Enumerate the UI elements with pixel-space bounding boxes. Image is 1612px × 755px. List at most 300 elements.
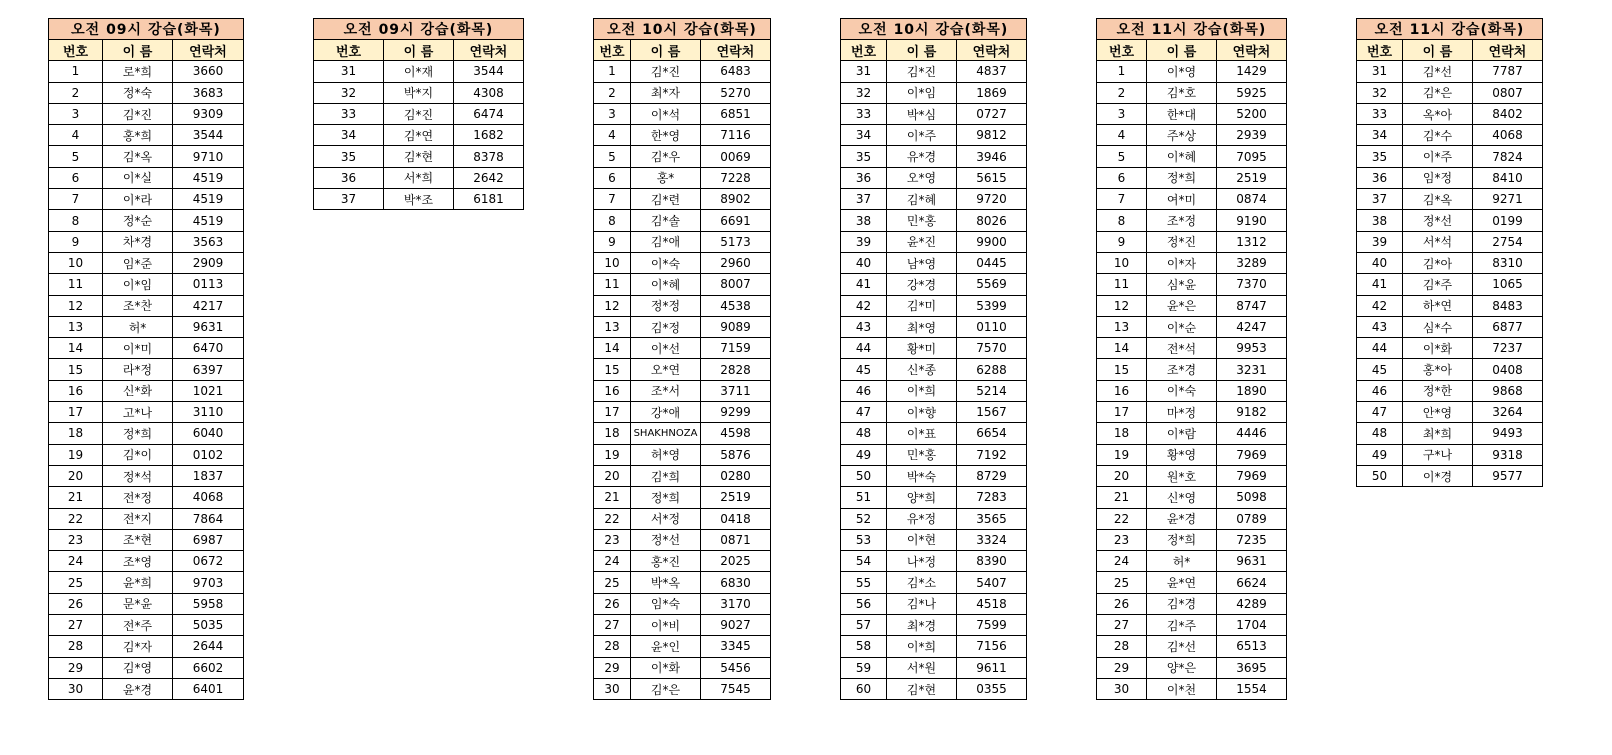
contact-number: 4538 — [701, 295, 771, 316]
row-number: 39 — [1357, 231, 1403, 252]
table-row — [314, 125, 524, 146]
table-row — [594, 402, 771, 423]
table-row — [1357, 295, 1543, 316]
member-name: 황*미 — [887, 338, 957, 359]
table-row — [1097, 615, 1287, 636]
row-number: 22 — [594, 508, 631, 529]
row-number: 50 — [1357, 465, 1403, 486]
contact-number: 1065 — [1473, 274, 1543, 295]
member-name: 정*한 — [1403, 380, 1473, 401]
member-name: 김*애 — [631, 231, 701, 252]
member-name: 조*서 — [631, 380, 701, 401]
member-name: 이*선 — [631, 338, 701, 359]
table-row — [594, 529, 771, 550]
table-row — [1097, 402, 1287, 423]
contact-number: 0807 — [1473, 82, 1543, 103]
table-row — [1097, 636, 1287, 657]
member-name: 김*솔 — [631, 210, 701, 231]
row-number: 44 — [1357, 338, 1403, 359]
header-num: 번호 — [314, 40, 384, 61]
table-row — [1097, 167, 1287, 188]
table-row — [1357, 103, 1543, 124]
member-name: 정*진 — [1147, 231, 1217, 252]
table-row — [841, 678, 1027, 699]
header-num: 번호 — [594, 40, 631, 61]
member-name: 옥*아 — [1403, 103, 1473, 124]
table-row — [1097, 146, 1287, 167]
row-number: 21 — [1097, 487, 1147, 508]
member-name: 이*재 — [384, 61, 454, 82]
member-name: 최*자 — [631, 82, 701, 103]
table-body — [314, 61, 524, 210]
row-number: 38 — [841, 210, 887, 231]
table-row — [841, 380, 1027, 401]
table-row — [594, 487, 771, 508]
member-name: 문*윤 — [103, 593, 173, 614]
row-number: 33 — [314, 103, 384, 124]
row-number: 31 — [841, 61, 887, 82]
row-number: 4 — [594, 125, 631, 146]
member-name: 로*희 — [103, 61, 173, 82]
member-name: 최*영 — [887, 316, 957, 337]
row-number: 4 — [49, 125, 103, 146]
table-title: 오전 09시 강습(화목) — [49, 19, 244, 40]
header-contact: 연락처 — [173, 40, 244, 61]
table-row — [49, 359, 244, 380]
member-name: 조*찬 — [103, 295, 173, 316]
row-number: 24 — [49, 551, 103, 572]
member-name: 한*영 — [631, 125, 701, 146]
roster-table-5 — [1096, 18, 1287, 700]
contact-number: 2644 — [173, 636, 244, 657]
row-number: 43 — [841, 316, 887, 337]
table-row — [314, 82, 524, 103]
table-row — [49, 295, 244, 316]
member-name: 조*현 — [103, 529, 173, 550]
table-row — [841, 529, 1027, 550]
member-name: 심*수 — [1403, 316, 1473, 337]
member-name: 전*석 — [1147, 338, 1217, 359]
contact-number: 9577 — [1473, 465, 1543, 486]
table-body — [841, 61, 1027, 700]
member-name: 하*연 — [1403, 295, 1473, 316]
contact-number: 0789 — [1217, 508, 1287, 529]
contact-number: 2828 — [701, 359, 771, 380]
row-number: 32 — [314, 82, 384, 103]
member-name: 정*석 — [103, 465, 173, 486]
contact-number: 6483 — [701, 61, 771, 82]
member-name: 김*희 — [631, 465, 701, 486]
row-number: 29 — [1097, 657, 1147, 678]
table-row — [1357, 316, 1543, 337]
table-row — [1097, 593, 1287, 614]
table-row — [1357, 252, 1543, 273]
contact-number: 8378 — [454, 146, 524, 167]
row-number: 35 — [841, 146, 887, 167]
table-row — [1357, 274, 1543, 295]
row-number: 33 — [1357, 103, 1403, 124]
contact-number: 6602 — [173, 657, 244, 678]
contact-number: 6851 — [701, 103, 771, 124]
contact-number: 0727 — [957, 103, 1027, 124]
table-row — [594, 359, 771, 380]
table-row — [1357, 146, 1543, 167]
contact-number: 0871 — [701, 529, 771, 550]
contact-number: 3345 — [701, 636, 771, 657]
row-number: 45 — [1357, 359, 1403, 380]
contact-number: 4518 — [957, 593, 1027, 614]
row-number: 37 — [1357, 189, 1403, 210]
table-row — [1357, 338, 1543, 359]
table-row — [841, 125, 1027, 146]
contact-number: 1429 — [1217, 61, 1287, 82]
member-name: 남*영 — [887, 252, 957, 273]
contact-number: 7116 — [701, 125, 771, 146]
row-number: 20 — [1097, 465, 1147, 486]
member-name: 민*홍 — [887, 210, 957, 231]
table-row — [1097, 678, 1287, 699]
table-row — [49, 274, 244, 295]
contact-number: 6401 — [173, 678, 244, 699]
table-row — [594, 146, 771, 167]
table-row — [1097, 487, 1287, 508]
contact-number: 3289 — [1217, 252, 1287, 273]
row-number: 29 — [594, 657, 631, 678]
table-row — [594, 615, 771, 636]
table-row — [841, 316, 1027, 337]
contact-number: 9631 — [1217, 551, 1287, 572]
member-name: 이*라 — [103, 189, 173, 210]
header-contact: 연락처 — [957, 40, 1027, 61]
row-number: 4 — [1097, 125, 1147, 146]
table-title: 오전 10시 강습(화목) — [594, 19, 771, 40]
contact-number: 1704 — [1217, 615, 1287, 636]
table-row — [1097, 380, 1287, 401]
contact-number: 7787 — [1473, 61, 1543, 82]
member-name: 김*호 — [1147, 82, 1217, 103]
member-name: 김*경 — [1147, 593, 1217, 614]
row-number: 45 — [841, 359, 887, 380]
table-row — [1357, 125, 1543, 146]
row-number: 56 — [841, 593, 887, 614]
contact-number: 4289 — [1217, 593, 1287, 614]
table-row — [594, 167, 771, 188]
member-name: 최*희 — [1403, 423, 1473, 444]
member-name: 안*영 — [1403, 402, 1473, 423]
header-num: 번호 — [1357, 40, 1403, 61]
row-number: 34 — [841, 125, 887, 146]
contact-number: 6987 — [173, 529, 244, 550]
member-name: 김*영 — [103, 657, 173, 678]
member-name: 강*애 — [631, 402, 701, 423]
row-number: 23 — [1097, 529, 1147, 550]
header-contact: 연락처 — [1217, 40, 1287, 61]
table-row — [1357, 210, 1543, 231]
contact-number: 0355 — [957, 678, 1027, 699]
row-number: 12 — [594, 295, 631, 316]
row-number: 38 — [1357, 210, 1403, 231]
member-name: 정*희 — [631, 487, 701, 508]
member-name: 오*영 — [887, 167, 957, 188]
contact-number: 7824 — [1473, 146, 1543, 167]
contact-number: 6288 — [957, 359, 1027, 380]
contact-number: 0874 — [1217, 189, 1287, 210]
contact-number: 9631 — [173, 316, 244, 337]
row-number: 58 — [841, 636, 887, 657]
table-row — [49, 82, 244, 103]
contact-number: 0408 — [1473, 359, 1543, 380]
row-number: 57 — [841, 615, 887, 636]
member-name: 김*정 — [631, 316, 701, 337]
contact-number: 4598 — [701, 423, 771, 444]
row-number: 26 — [49, 593, 103, 614]
header-num: 번호 — [841, 40, 887, 61]
table-row — [594, 295, 771, 316]
member-name: 윤*은 — [1147, 295, 1217, 316]
table-row — [314, 189, 524, 210]
contact-number: 7156 — [957, 636, 1027, 657]
row-number: 37 — [841, 189, 887, 210]
contact-number: 3683 — [173, 82, 244, 103]
table-row — [841, 615, 1027, 636]
table-row — [594, 508, 771, 529]
table-row — [841, 636, 1027, 657]
row-number: 18 — [1097, 423, 1147, 444]
member-name: 김*진 — [103, 103, 173, 124]
contact-number: 3324 — [957, 529, 1027, 550]
header-contact: 연락처 — [1473, 40, 1543, 61]
contact-number: 7095 — [1217, 146, 1287, 167]
member-name: 김*우 — [631, 146, 701, 167]
row-number: 46 — [841, 380, 887, 401]
contact-number: 0445 — [957, 252, 1027, 273]
member-name: 이*자 — [1147, 252, 1217, 273]
member-name: 구*나 — [1403, 444, 1473, 465]
table-row — [49, 529, 244, 550]
table-row — [1357, 465, 1543, 486]
table-row — [49, 210, 244, 231]
member-name: 윤*경 — [103, 678, 173, 699]
contact-number: 6474 — [454, 103, 524, 124]
contact-number: 2519 — [701, 487, 771, 508]
contact-number: 7283 — [957, 487, 1027, 508]
member-name: 강*경 — [887, 274, 957, 295]
contact-number: 8026 — [957, 210, 1027, 231]
table-row — [594, 380, 771, 401]
row-number: 15 — [49, 359, 103, 380]
header-name: 이 름 — [103, 40, 173, 61]
member-name: 서*희 — [384, 167, 454, 188]
table-row — [1097, 189, 1287, 210]
member-name: 나*정 — [887, 551, 957, 572]
contact-number: 2754 — [1473, 231, 1543, 252]
member-name: 오*연 — [631, 359, 701, 380]
member-name: 정*선 — [1403, 210, 1473, 231]
contact-number: 7570 — [957, 338, 1027, 359]
row-number: 41 — [841, 274, 887, 295]
member-name: 이*석 — [631, 103, 701, 124]
table-row — [841, 252, 1027, 273]
table-row — [1357, 402, 1543, 423]
row-number: 44 — [841, 338, 887, 359]
row-number: 22 — [1097, 508, 1147, 529]
table-row — [49, 444, 244, 465]
member-name: 이*임 — [887, 82, 957, 103]
contact-number: 7969 — [1217, 444, 1287, 465]
contact-number: 9027 — [701, 615, 771, 636]
row-number: 25 — [594, 572, 631, 593]
contact-number: 6830 — [701, 572, 771, 593]
contact-number: 0199 — [1473, 210, 1543, 231]
row-number: 17 — [49, 402, 103, 423]
table-row — [594, 316, 771, 337]
table-row — [1097, 231, 1287, 252]
member-name: 차*경 — [103, 231, 173, 252]
table-body — [594, 61, 771, 700]
member-name: 김*소 — [887, 572, 957, 593]
member-name: 양*은 — [1147, 657, 1217, 678]
row-number: 12 — [1097, 295, 1147, 316]
row-number: 28 — [49, 636, 103, 657]
contact-number: 5035 — [173, 615, 244, 636]
member-name: 허* — [1147, 551, 1217, 572]
contact-number: 9182 — [1217, 402, 1287, 423]
row-number: 16 — [1097, 380, 1147, 401]
row-number: 1 — [1097, 61, 1147, 82]
row-number: 30 — [49, 678, 103, 699]
contact-number: 9720 — [957, 189, 1027, 210]
table-row — [49, 380, 244, 401]
row-number: 27 — [1097, 615, 1147, 636]
contact-number: 5407 — [957, 572, 1027, 593]
row-number: 23 — [49, 529, 103, 550]
table-row — [1357, 167, 1543, 188]
member-name: 라*정 — [103, 359, 173, 380]
member-name: 이*순 — [1147, 316, 1217, 337]
member-name: 임*정 — [1403, 167, 1473, 188]
roster-table-3 — [593, 18, 771, 700]
row-number: 25 — [49, 572, 103, 593]
contact-number: 6040 — [173, 423, 244, 444]
member-name: 김*은 — [631, 678, 701, 699]
row-number: 17 — [594, 402, 631, 423]
row-number: 2 — [1097, 82, 1147, 103]
table-row — [49, 678, 244, 699]
member-name: 이*비 — [631, 615, 701, 636]
table-row — [594, 551, 771, 572]
member-name: 임*숙 — [631, 593, 701, 614]
row-number: 14 — [1097, 338, 1147, 359]
contact-number: 8310 — [1473, 252, 1543, 273]
table-row — [594, 678, 771, 699]
row-number: 39 — [841, 231, 887, 252]
row-number: 3 — [49, 103, 103, 124]
contact-number: 8729 — [957, 465, 1027, 486]
contact-number: 8483 — [1473, 295, 1543, 316]
row-number: 34 — [314, 125, 384, 146]
contact-number: 6181 — [454, 189, 524, 210]
contact-number: 1837 — [173, 465, 244, 486]
member-name: 이*실 — [103, 167, 173, 188]
row-number: 20 — [49, 465, 103, 486]
row-number: 53 — [841, 529, 887, 550]
row-number: 28 — [594, 636, 631, 657]
member-name: 김*혜 — [887, 189, 957, 210]
contact-number: 3544 — [454, 61, 524, 82]
table-row — [1097, 61, 1287, 82]
row-number: 12 — [49, 295, 103, 316]
table-row — [49, 125, 244, 146]
contact-number: 5876 — [701, 444, 771, 465]
table-row — [1097, 465, 1287, 486]
table-row — [841, 61, 1027, 82]
member-name: 윤*연 — [1147, 572, 1217, 593]
table-row — [49, 231, 244, 252]
row-number: 25 — [1097, 572, 1147, 593]
member-name: 고*나 — [103, 402, 173, 423]
member-name: 이*영 — [1147, 61, 1217, 82]
table-row — [594, 252, 771, 273]
row-number: 26 — [594, 593, 631, 614]
row-number: 21 — [49, 487, 103, 508]
member-name: 서*원 — [887, 657, 957, 678]
contact-number: 9089 — [701, 316, 771, 337]
row-number: 49 — [841, 444, 887, 465]
table-row — [841, 402, 1027, 423]
member-name: 김*선 — [1403, 61, 1473, 82]
row-number: 50 — [841, 465, 887, 486]
table-row — [841, 103, 1027, 124]
table-row — [841, 210, 1027, 231]
row-number: 36 — [1357, 167, 1403, 188]
contact-number: 6691 — [701, 210, 771, 231]
header-name: 이 름 — [1147, 40, 1217, 61]
member-name: 정*희 — [103, 423, 173, 444]
member-name: 김*현 — [887, 678, 957, 699]
member-name: 김*선 — [1147, 636, 1217, 657]
member-name: 이*숙 — [631, 252, 701, 273]
row-number: 5 — [49, 146, 103, 167]
table-row — [1097, 551, 1287, 572]
table-row — [841, 274, 1027, 295]
member-name: 신*종 — [887, 359, 957, 380]
table-row — [49, 61, 244, 82]
contact-number: 8902 — [701, 189, 771, 210]
header-num: 번호 — [49, 40, 103, 61]
row-number: 22 — [49, 508, 103, 529]
table-row — [49, 572, 244, 593]
member-name: 홍* — [631, 167, 701, 188]
row-number: 8 — [594, 210, 631, 231]
table-row — [841, 167, 1027, 188]
member-name: 김*미 — [887, 295, 957, 316]
member-name: 이*미 — [103, 338, 173, 359]
table-row — [594, 657, 771, 678]
row-number: 42 — [1357, 295, 1403, 316]
row-number: 47 — [1357, 402, 1403, 423]
contact-number: 3231 — [1217, 359, 1287, 380]
row-number: 9 — [1097, 231, 1147, 252]
row-number: 19 — [1097, 444, 1147, 465]
row-number: 52 — [841, 508, 887, 529]
contact-number: 6470 — [173, 338, 244, 359]
table-row — [1097, 82, 1287, 103]
table-row — [841, 657, 1027, 678]
row-number: 47 — [841, 402, 887, 423]
contact-number: 6877 — [1473, 316, 1543, 337]
contact-number: 5270 — [701, 82, 771, 103]
contact-number: 3264 — [1473, 402, 1543, 423]
